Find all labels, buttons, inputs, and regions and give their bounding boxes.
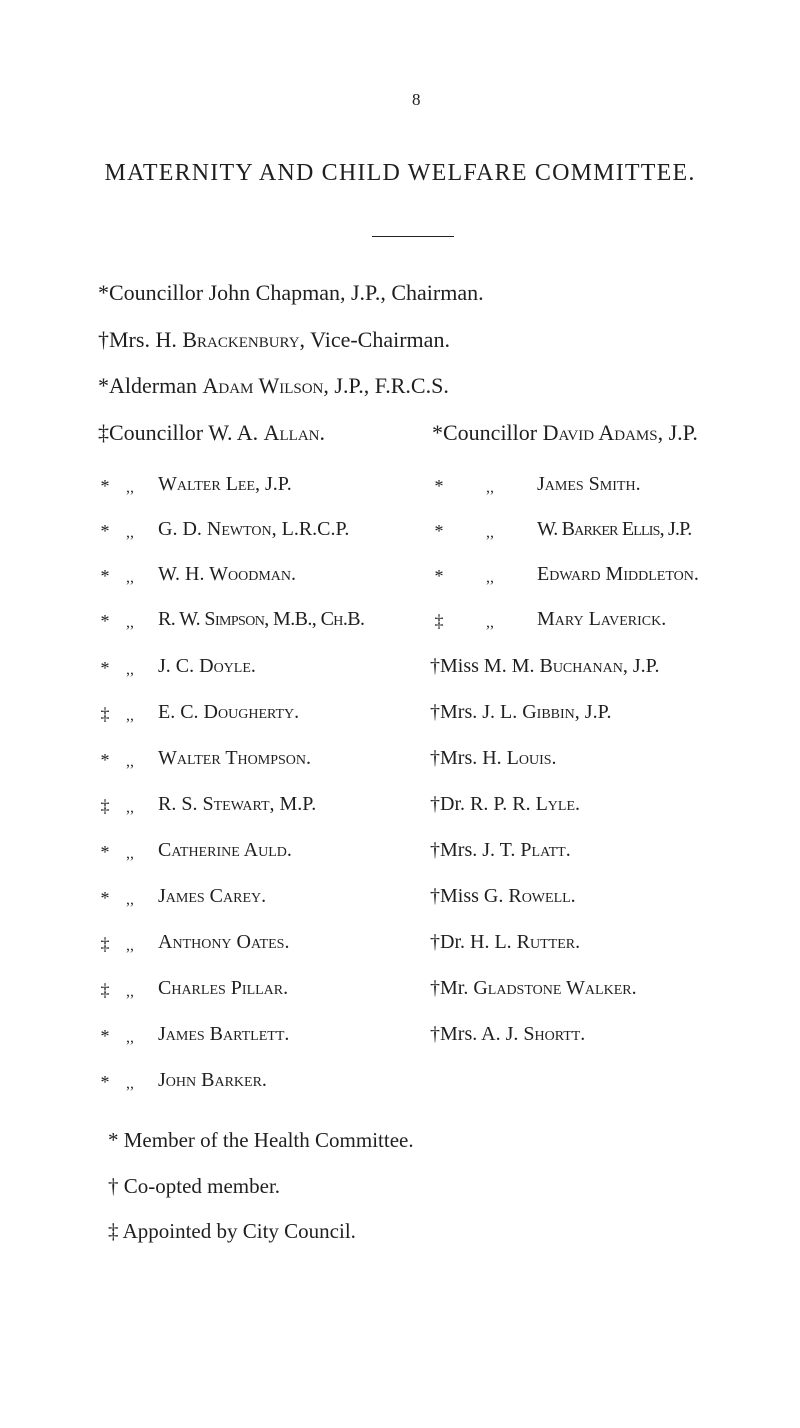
allan-prefix: ‡Councillor W. A.	[98, 420, 264, 445]
member-name: John Barker.	[158, 1069, 267, 1091]
ditto-mark: ,,	[126, 891, 134, 908]
member-prefix: †Mr.	[430, 977, 474, 999]
membership-mark: *	[434, 521, 444, 541]
member-prefix: †Miss G.	[430, 885, 509, 907]
membership-mark: *	[100, 1026, 110, 1046]
member-prefix: †Mrs. H.	[430, 747, 507, 769]
membership-mark: *	[100, 842, 110, 862]
member-name: James Bartlett.	[158, 1023, 290, 1045]
member-name: G. D. Newton, L.R.C.P.	[158, 518, 350, 540]
member-prefix: †Dr. R. P. R.	[430, 793, 536, 815]
ditto-mark: ,,	[126, 569, 134, 586]
alderman-prefix: *Alderman	[98, 373, 203, 398]
member-name: Mary Laverick.	[537, 608, 667, 630]
ditto-mark: ,,	[126, 983, 134, 1000]
allan-name: Allan	[263, 420, 320, 445]
member-name: W. Barker Ellis, J.P.	[537, 518, 692, 540]
member-name: E. C. Dougherty.	[158, 701, 300, 723]
ditto-mark: ,,	[126, 799, 134, 816]
member-name: Walter Thompson.	[158, 747, 312, 769]
vice-chairman-line	[98, 327, 450, 353]
list-item	[430, 885, 576, 908]
list-item	[430, 793, 580, 816]
list-item	[430, 931, 580, 954]
ditto-mark: ,,	[486, 569, 494, 586]
member-name: Rowell.	[508, 885, 576, 907]
membership-mark: *	[434, 476, 444, 496]
vice-chairman-tail: , Vice-Chairman.	[299, 327, 450, 352]
member-name: J. C. Doyle.	[158, 655, 256, 677]
member-prefix: †Mrs. J. T.	[430, 839, 521, 861]
chairman-text: *Councillor John Chapman, J.P., Chairman.	[98, 280, 484, 305]
list-item	[430, 655, 660, 678]
allan-line	[98, 420, 325, 446]
ditto-mark: ,,	[126, 614, 134, 631]
list-item	[430, 701, 611, 724]
member-name: R. S. Stewart, M.P.	[158, 793, 317, 815]
chairman-line	[98, 280, 484, 306]
member-name: Lyle.	[535, 793, 581, 815]
ditto-mark: ,,	[486, 524, 494, 541]
list-item	[430, 977, 637, 1000]
member-name: Gladstone Walker.	[473, 977, 637, 999]
title-rule	[372, 236, 454, 237]
ditto-mark: ,,	[126, 524, 134, 541]
adams-tail: , J.P.	[657, 420, 698, 445]
member-prefix: †Mrs. J. L.	[430, 701, 523, 723]
legend-city-council: ‡ Appointed by City Council.	[108, 1219, 356, 1243]
alderman-name: Adam Wilson	[202, 373, 324, 398]
membership-mark: ‡	[100, 704, 110, 724]
adams-name: David Adams	[542, 420, 658, 445]
member-name: Charles Pillar.	[158, 977, 289, 999]
membership-mark: ‡	[100, 934, 110, 954]
list-item	[430, 839, 571, 862]
membership-mark: *	[100, 888, 110, 908]
member-name: Buchanan, J.P.	[539, 655, 660, 677]
ditto-mark: ,,	[126, 479, 134, 496]
member-prefix: †Mrs. A. J.	[430, 1023, 524, 1045]
vice-chairman-prefix: †Mrs. H.	[98, 327, 183, 352]
member-name: W. H. Woodman.	[158, 563, 296, 585]
ditto-mark: ,,	[126, 1029, 134, 1046]
member-name: Catherine Auld.	[158, 839, 292, 861]
ditto-mark: ,,	[126, 1075, 134, 1092]
page-title: MATERNITY AND CHILD WELFARE COMMITTEE.	[104, 160, 696, 186]
member-name: Shortt.	[523, 1023, 586, 1045]
ditto-mark: ,,	[486, 614, 494, 631]
page-number: 8	[412, 90, 421, 109]
ditto-mark: ,,	[126, 845, 134, 862]
member-prefix: †Miss M. M.	[430, 655, 540, 677]
legend-health-committee: * Member of the Health Committee.	[108, 1128, 414, 1152]
list-item	[430, 1023, 585, 1046]
member-name: Rutter.	[516, 931, 581, 953]
ditto-mark: ,,	[126, 937, 134, 954]
membership-mark: *	[100, 611, 110, 631]
membership-mark: *	[100, 658, 110, 678]
ditto-mark: ,,	[126, 753, 134, 770]
member-name: James Carey.	[158, 885, 267, 907]
member-name: R. W. Simpson, M.B., Ch.B.	[158, 608, 365, 630]
member-name: Platt.	[520, 839, 571, 861]
member-name: James Smith.	[537, 473, 641, 495]
membership-mark: *	[100, 750, 110, 770]
legend-co-opted: † Co-opted member.	[108, 1174, 281, 1198]
alderman-line	[98, 373, 449, 399]
membership-mark: *	[100, 521, 110, 541]
membership-mark: ‡	[100, 796, 110, 816]
alderman-tail: , J.P., F.R.C.S.	[323, 373, 449, 398]
list-item	[430, 747, 557, 770]
membership-mark: *	[100, 566, 110, 586]
adams-line	[432, 420, 698, 446]
member-prefix: †Dr. H. L.	[430, 931, 517, 953]
membership-mark: *	[100, 1072, 110, 1092]
member-name: Louis.	[506, 747, 557, 769]
vice-chairman-name: Brackenbury	[182, 327, 300, 352]
ditto-mark: ,,	[486, 479, 494, 496]
membership-mark: *	[434, 566, 444, 586]
member-name: Gibbin, J.P.	[522, 701, 612, 723]
member-name: Walter Lee, J.P.	[158, 473, 292, 495]
ditto-mark: ,,	[126, 707, 134, 724]
ditto-mark: ,,	[126, 661, 134, 678]
allan-tail: .	[319, 420, 326, 445]
member-name: Edward Middleton.	[537, 563, 699, 585]
membership-mark: *	[100, 476, 110, 496]
membership-mark: ‡	[100, 980, 110, 1000]
adams-prefix: *Councillor	[432, 420, 543, 445]
membership-mark: ‡	[434, 611, 444, 631]
member-name: Anthony Oates.	[158, 931, 290, 953]
